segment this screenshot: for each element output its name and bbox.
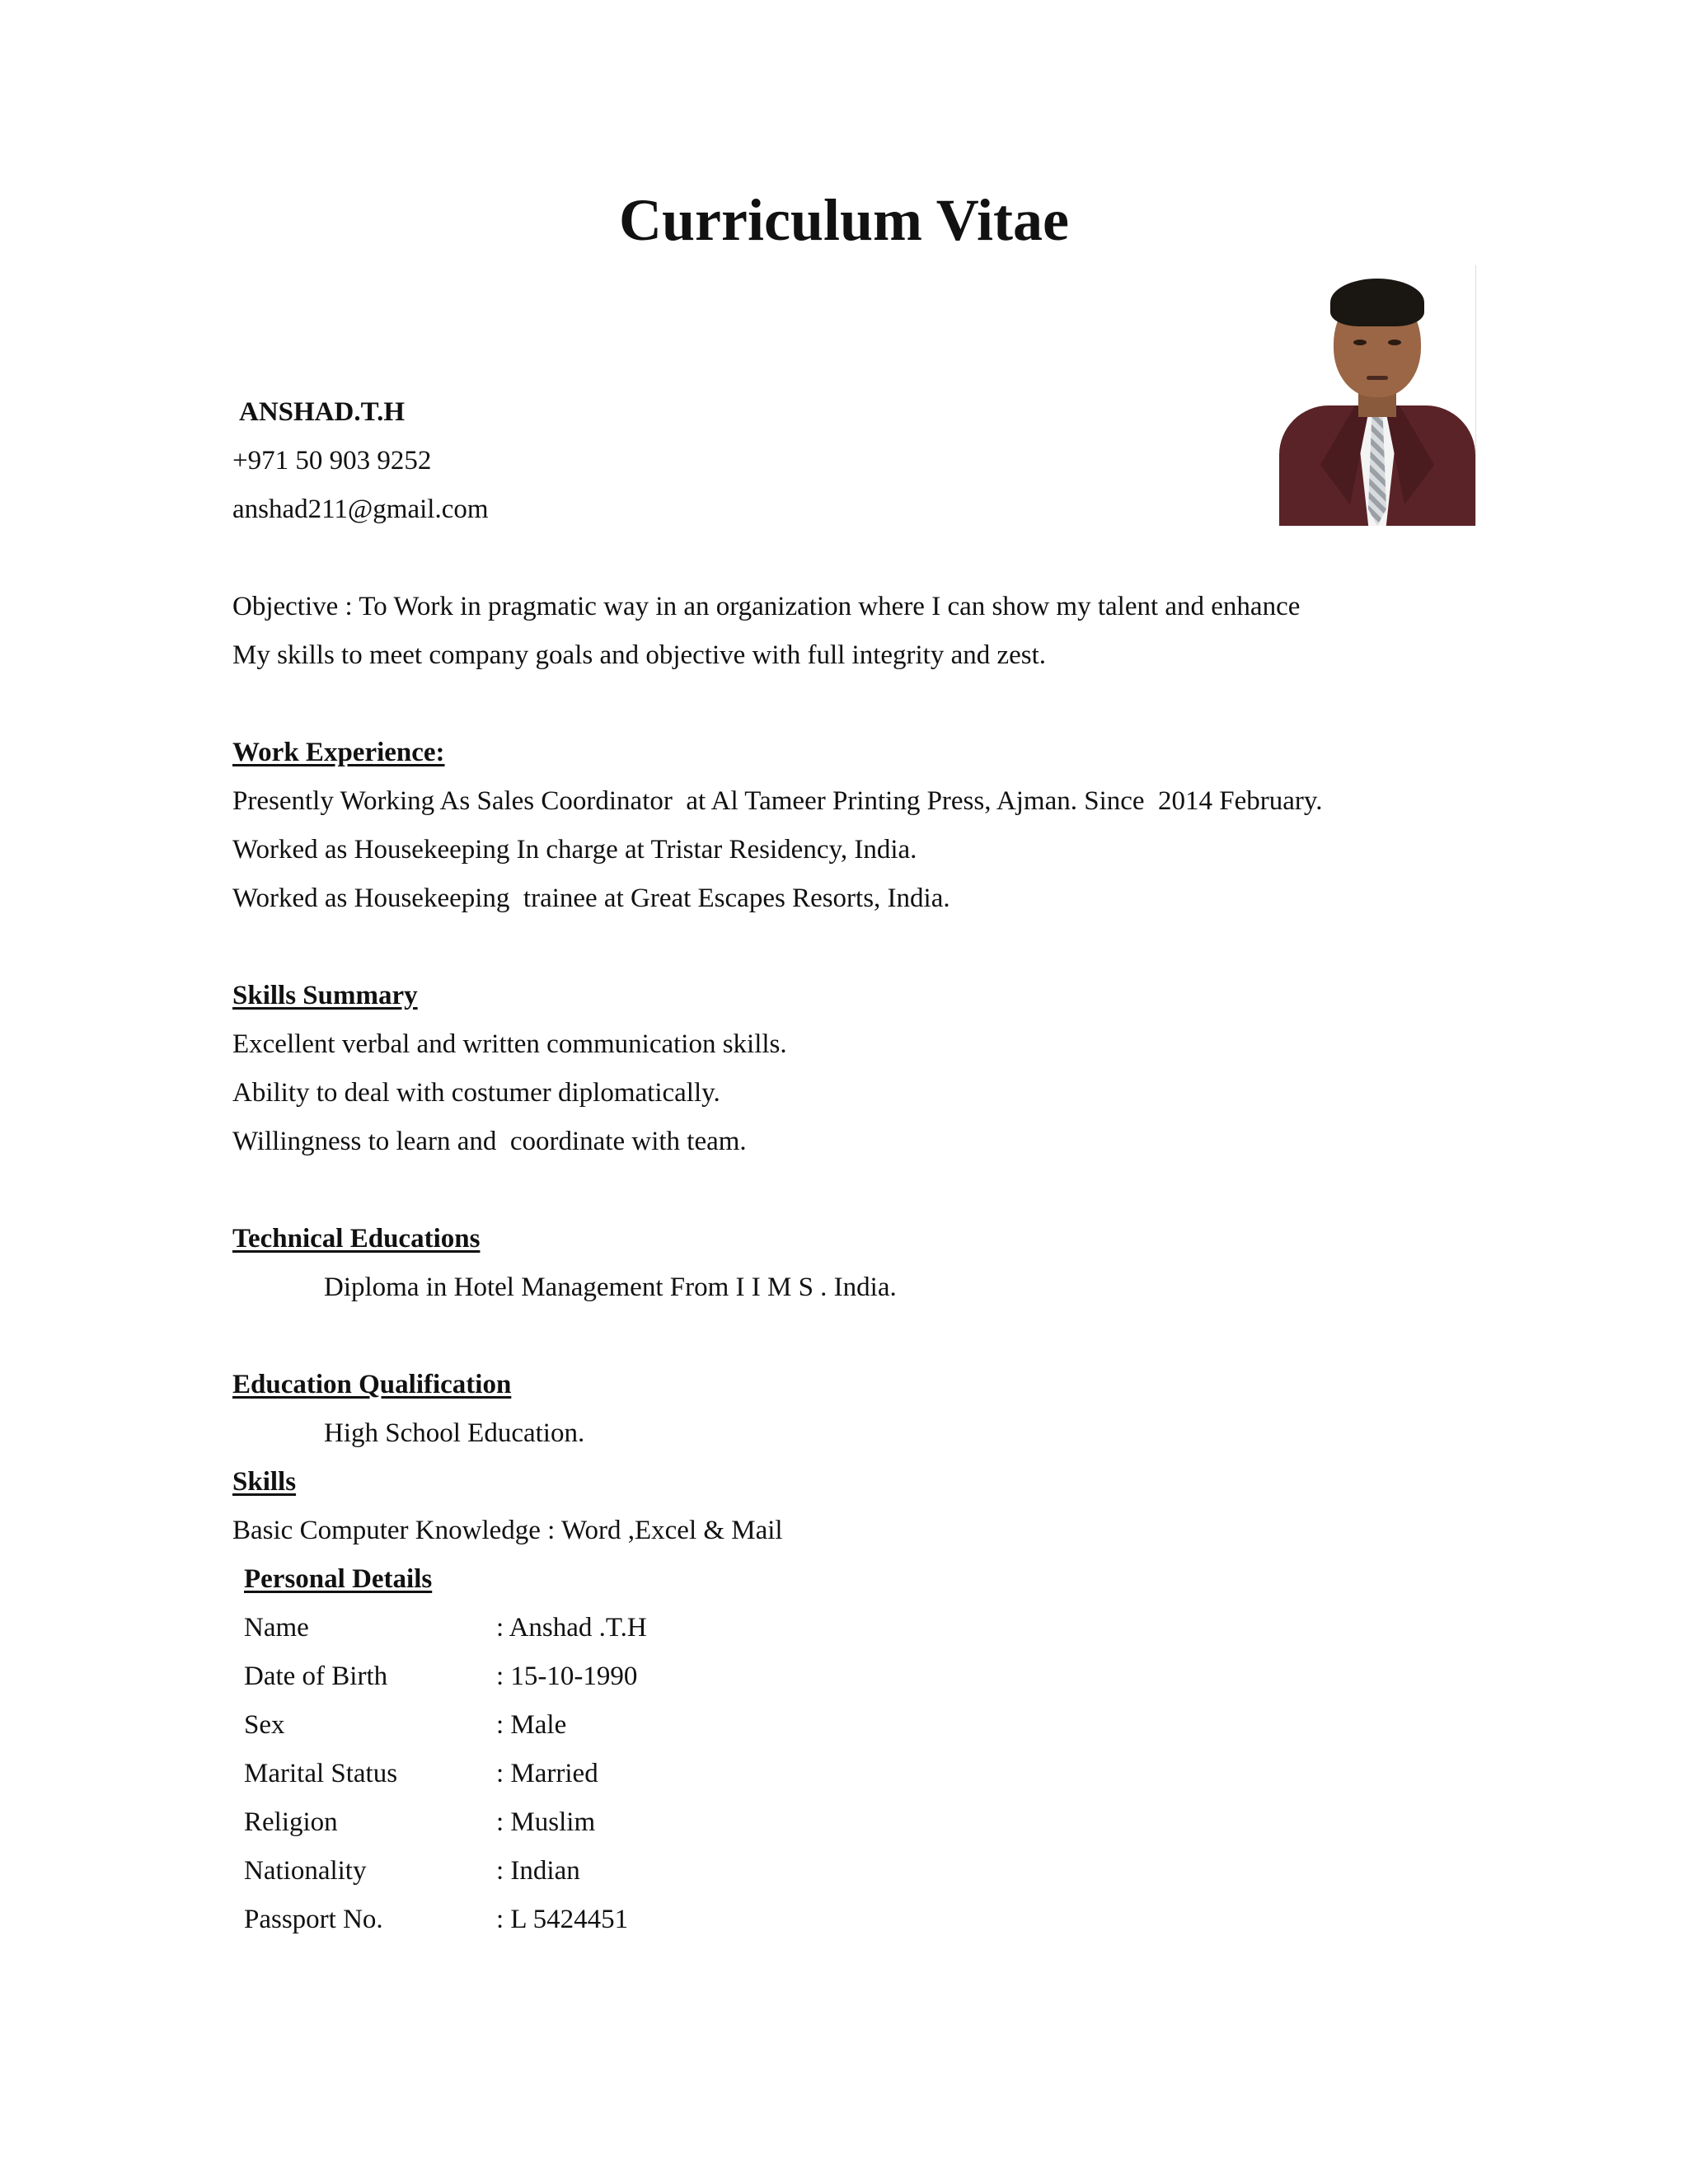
personal-detail-value: : 15-10-1990: [496, 1661, 638, 1691]
work-experience-item: Worked as Housekeeping trainee at Great Escapes Resorts, India.: [232, 883, 950, 913]
page-title: Curriculum Vitae: [619, 187, 1069, 253]
education-qualification-text: High School Education.: [324, 1418, 585, 1448]
personal-detail-label: Date of Birth: [244, 1661, 388, 1691]
personal-detail-label: Name: [244, 1613, 309, 1643]
personal-detail-label: Religion: [244, 1807, 338, 1837]
education-qualification-heading: Education Qualification: [232, 1370, 512, 1399]
personal-detail-label: Marital Status: [244, 1759, 398, 1788]
work-experience-item: Presently Working As Sales Coordinator at Al Tameer Printing Press, Ajman. Since 2014 February.: [232, 786, 1323, 816]
skills-heading: Skills: [232, 1467, 297, 1497]
email-address[interactable]: anshad211@gmail.com: [232, 494, 489, 524]
candidate-name: ANSHAD.T.H: [239, 397, 406, 427]
work-experience-item: Worked as Housekeeping In charge at Tristar Residency, India.: [232, 835, 917, 865]
skills-summary-item: Excellent verbal and written communication skills.: [232, 1029, 787, 1059]
portrait-photo: [1279, 265, 1476, 526]
skills-summary-item: Willingness to learn and coordinate with team.: [232, 1127, 747, 1156]
personal-detail-label: Sex: [244, 1710, 285, 1740]
personal-detail-value: : Indian: [496, 1856, 580, 1886]
skills-text: Basic Computer Knowledge : Word ,Excel & Mail: [232, 1516, 783, 1545]
personal-detail-label: Passport No.: [244, 1905, 383, 1934]
technical-education-text: Diploma in Hotel Management From I I M S . India.: [324, 1272, 897, 1302]
skills-summary-heading: Skills Summary: [232, 981, 418, 1010]
personal-detail-value: : Married: [496, 1759, 598, 1788]
objective-line-2: My skills to meet company goals and objective with full integrity and zest.: [232, 640, 1047, 670]
personal-detail-value: : Anshad .T.H: [496, 1613, 647, 1643]
personal-detail-value: : Male: [496, 1710, 567, 1740]
personal-detail-label: Nationality: [244, 1856, 367, 1886]
phone-number: +971 50 903 9252: [232, 446, 432, 476]
skills-summary-item: Ability to deal with costumer diplomatically.: [232, 1078, 720, 1108]
personal-detail-value: : L 5424451: [496, 1905, 629, 1934]
personal-details-heading: Personal Details: [244, 1564, 433, 1594]
objective-line-1: Objective : To Work in pragmatic way in an organization where I can show my talent and enhance: [232, 592, 1301, 621]
technical-education-heading: Technical Educations: [232, 1224, 481, 1254]
personal-detail-value: : Muslim: [496, 1807, 596, 1837]
work-experience-heading: Work Experience:: [232, 738, 445, 767]
